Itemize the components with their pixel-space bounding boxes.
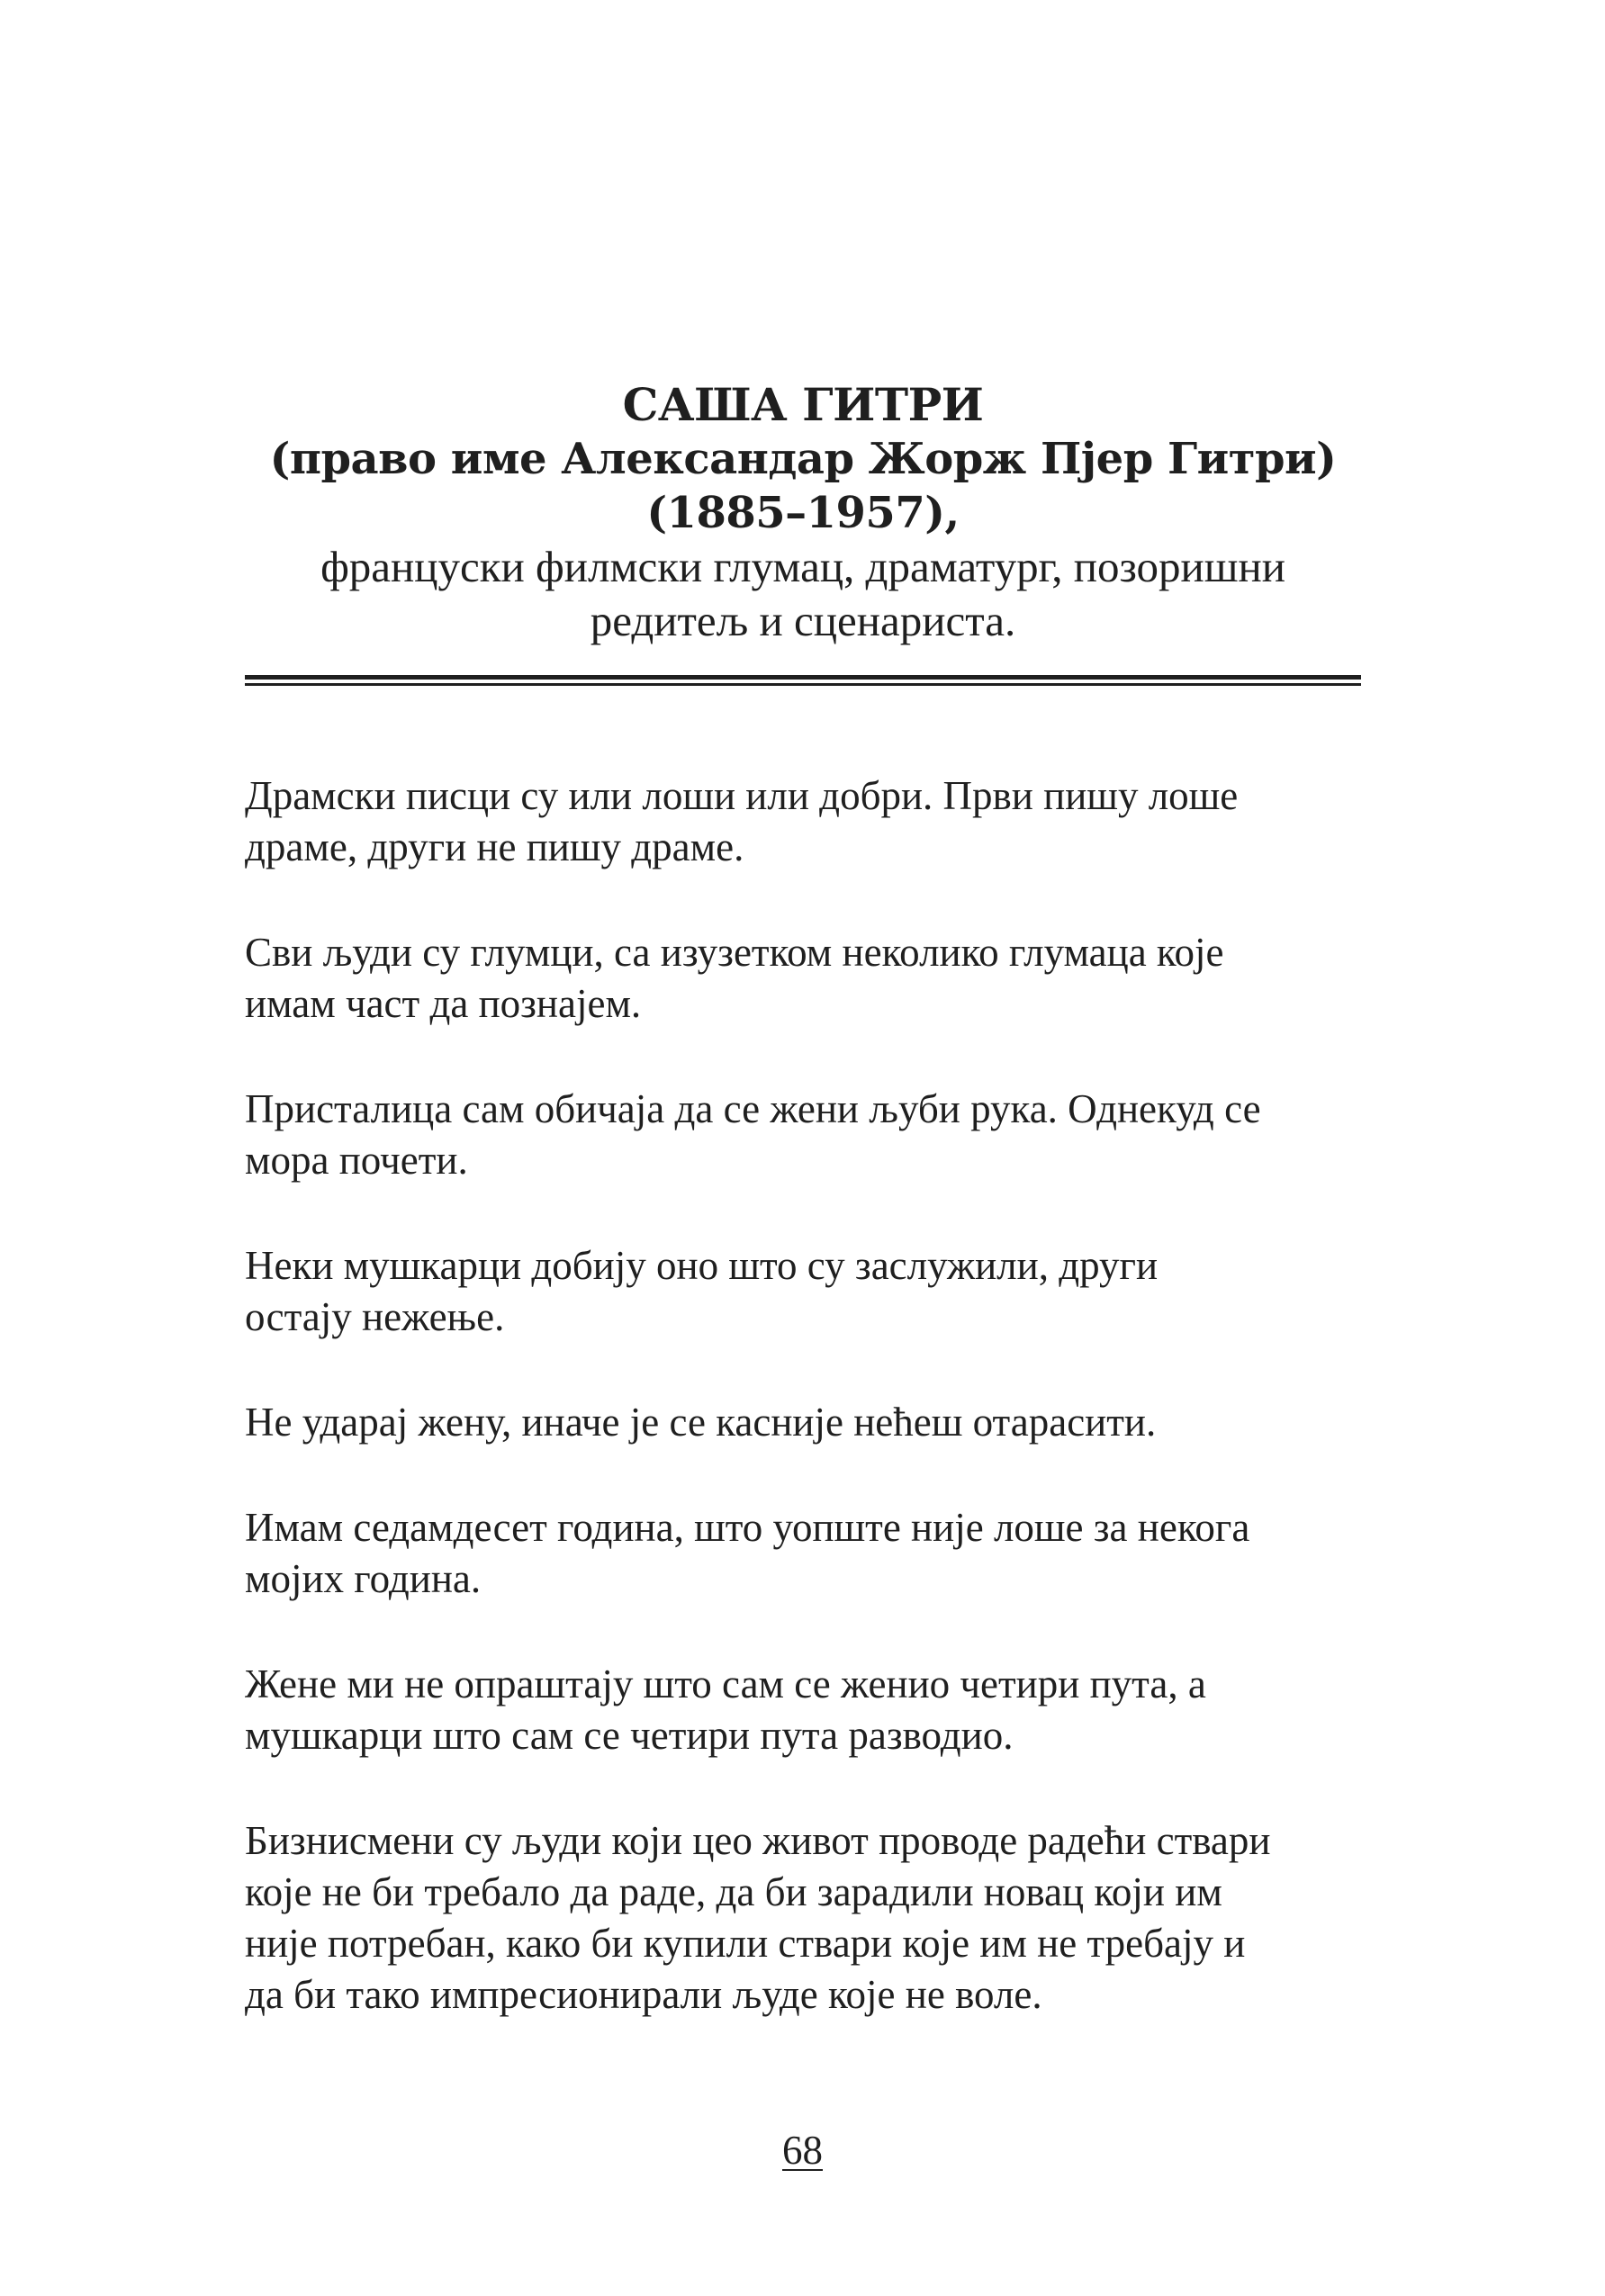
entry-header bbox=[245, 378, 1361, 648]
author-description-line-2: редитељ и сценариста. bbox=[590, 596, 1016, 645]
quote-line: Имам седамдесет година, што уопште није лоше за некога bbox=[245, 1505, 1250, 1550]
quote-line: мушкарци што сам се четири пута разводио. bbox=[245, 1713, 1014, 1758]
quote-line: мора почети. bbox=[245, 1138, 468, 1183]
quote-line: Неки мушкарци добију оно што су заслужили, други bbox=[245, 1243, 1159, 1288]
quote-line: Сви људи су глумци, са изузетком неколико глумаца које bbox=[245, 930, 1224, 975]
quote-line: имам част да познајем. bbox=[245, 981, 642, 1026]
quote-paragraph bbox=[245, 927, 1379, 1030]
divider-thin-line bbox=[245, 683, 1361, 686]
quote-line: Присталица сам обичаја да се жени љуби рука. Однекуд се bbox=[245, 1086, 1261, 1131]
page-number-text: 68 bbox=[782, 2128, 823, 2173]
quote-line: Жене ми не опраштају што сам се женио четири пута, а bbox=[245, 1661, 1206, 1706]
header-divider bbox=[245, 675, 1361, 686]
author-name: САША ГИТРИ bbox=[622, 378, 984, 431]
author-life-years: (1885–1957), bbox=[646, 488, 960, 538]
quote-paragraph bbox=[245, 1815, 1379, 2021]
quote-paragraph bbox=[245, 770, 1379, 873]
quote-line: да би тако импресионирали људе које не воле. bbox=[245, 1972, 1042, 2017]
quote-paragraph bbox=[245, 1659, 1379, 1761]
quote-paragraph bbox=[245, 1084, 1379, 1186]
quote-line: Не ударај жену, иначе је се касније нећеш отарасити. bbox=[245, 1400, 1157, 1445]
quotes-list bbox=[245, 770, 1379, 2075]
author-real-name: (право име Александар Жорж Пјер Гитри) bbox=[269, 434, 1337, 484]
quote-line: Драмски писци су или лоши или добри. Први пишу лоше bbox=[245, 773, 1239, 818]
quote-line: мојих година. bbox=[245, 1556, 482, 1601]
author-description-line-1: француски филмски глумац, драматург, позоришни bbox=[320, 542, 1285, 591]
page-number bbox=[0, 2126, 1605, 2174]
quote-line: није потребан, како би купили ствари које им не требају и bbox=[245, 1921, 1246, 1966]
quote-paragraph bbox=[245, 1240, 1379, 1343]
quote-line: остају нежење. bbox=[245, 1294, 505, 1339]
quote-paragraph bbox=[245, 1397, 1379, 1448]
quote-line: које не би требало да раде, да би зарадили новац који им bbox=[245, 1869, 1222, 1914]
quote-paragraph bbox=[245, 1502, 1379, 1605]
quote-line: драме, други не пишу драме. bbox=[245, 824, 744, 869]
quote-line: Бизнисмени су људи који цео живот проводе радећи ствари bbox=[245, 1818, 1271, 1863]
